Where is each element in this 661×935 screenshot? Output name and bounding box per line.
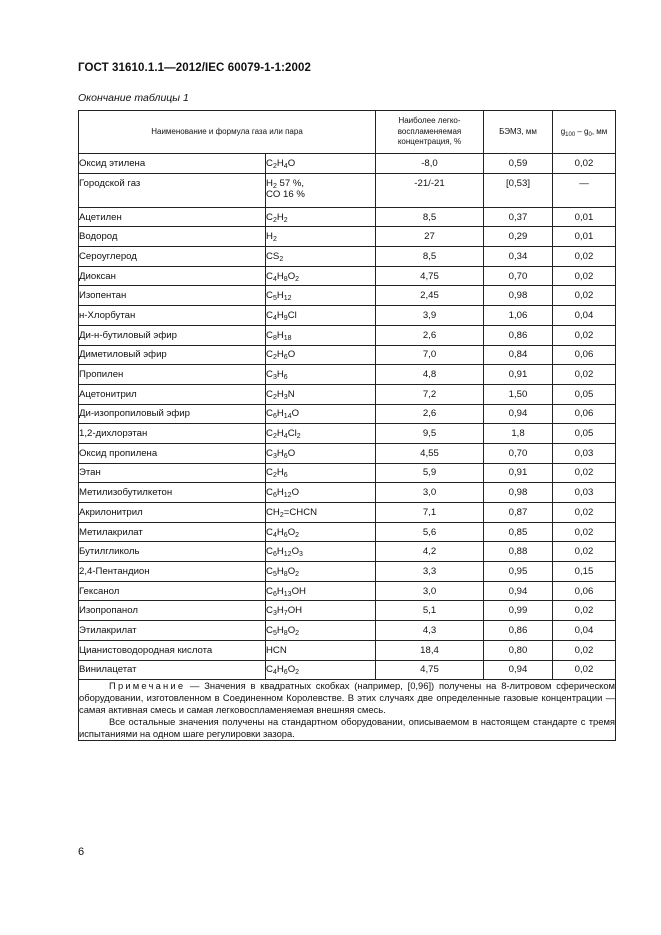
formula-part: H	[276, 526, 284, 538]
gap-difference-value: 0,02	[553, 154, 616, 174]
gap-difference-value: 0,01	[553, 227, 616, 247]
formula-part: OH	[287, 605, 303, 617]
gap-difference-value: 0,06	[553, 404, 616, 424]
formula-subscript: 6	[283, 354, 288, 362]
concentration-value: 4,75	[376, 266, 484, 286]
formula-part: H	[276, 369, 284, 381]
gas-formula	[266, 345, 376, 365]
gap-difference-value: 0,02	[553, 247, 616, 267]
formula-subscript: 6	[272, 413, 277, 421]
formula-part: O	[291, 408, 300, 420]
gas-formula	[266, 227, 376, 247]
gas-formula	[266, 640, 376, 660]
formula-part: C	[266, 369, 273, 381]
concentration-value: -21/-21	[376, 173, 484, 207]
bemz-value: 1,8	[484, 424, 553, 444]
formula-subscript: 2	[295, 629, 300, 637]
bemz-value: 0,88	[484, 542, 553, 562]
formula-part: O	[287, 664, 296, 676]
formula-subscript: 5	[272, 629, 277, 637]
formula-part: H	[276, 447, 284, 459]
formula-subscript: 8	[272, 334, 277, 342]
concentration-value: 8,5	[376, 207, 484, 227]
formula-part: H	[276, 428, 284, 440]
gap-difference-value: 0,02	[553, 522, 616, 542]
bemz-value: 0,98	[484, 483, 553, 503]
formula-part: H	[276, 467, 284, 479]
formula-part: O	[287, 565, 296, 577]
formula-part: H	[276, 388, 284, 400]
gas-formula	[266, 207, 376, 227]
bemz-value: 0,91	[484, 463, 553, 483]
gap-difference-value: 0,02	[553, 601, 616, 621]
formula-subscript: 13	[283, 590, 292, 598]
concentration-value: 5,9	[376, 463, 484, 483]
formula-subscript: 2	[279, 511, 284, 519]
formula-part: C	[266, 447, 273, 459]
bemz-value: 0,59	[484, 154, 553, 174]
gap-difference-value: 0,05	[553, 424, 616, 444]
concentration-value: 3,3	[376, 562, 484, 582]
concentration-value: 2,6	[376, 325, 484, 345]
note-text-2: Все остальные значения получены на стандартном оборудовании, описываемом в настоящем стандарте с тремя испытаниями на одном шаге регулировки зазора.	[79, 716, 615, 740]
concentration-value: 18,4	[376, 640, 484, 660]
table-row	[79, 384, 616, 404]
gas-formula	[266, 266, 376, 286]
bemz-value: 0,99	[484, 601, 553, 621]
formula-subscript: 2	[272, 393, 277, 401]
gap-difference-value: 0,02	[553, 365, 616, 385]
formula-part: C	[266, 565, 273, 577]
gas-formula	[266, 173, 376, 207]
formula-part: O	[287, 526, 296, 538]
formula-subscript: 12	[283, 295, 292, 303]
formula-subscript: 5	[272, 295, 277, 303]
gas-formula	[266, 286, 376, 306]
gas-formula	[266, 601, 376, 621]
formula-subscript: 2	[272, 433, 277, 441]
gap-difference-value: 0,06	[553, 345, 616, 365]
formula-subscript: 2	[272, 472, 277, 480]
gas-formula	[266, 503, 376, 523]
formula-subscript: 3	[272, 610, 277, 618]
gas-formula	[266, 562, 376, 582]
note-label: Примечание	[109, 680, 186, 692]
header-concentration: Наиболее легко-воспламеняемая концентрация, %	[376, 111, 484, 154]
concentration-value: 7,2	[376, 384, 484, 404]
gas-name: Сероуглерод	[79, 247, 266, 267]
document-header: ГОСТ 31610.1.1—2012/IEC 60079-1-1:2002	[78, 62, 311, 74]
formula-subscript: 6	[283, 472, 288, 480]
bemz-value: 0,86	[484, 621, 553, 641]
gas-formula	[266, 384, 376, 404]
formula-subscript: 8	[283, 275, 288, 283]
concentration-value: 4,55	[376, 443, 484, 463]
formula-subscript: 4	[272, 275, 277, 283]
bemz-value: 0,80	[484, 640, 553, 660]
formula-subscript: 4	[272, 669, 277, 677]
gas-name: Пропилен	[79, 365, 266, 385]
gap-difference-value: 0,04	[553, 621, 616, 641]
bemz-value: 1,50	[484, 384, 553, 404]
formula-part: C	[266, 624, 273, 636]
gas-formula	[266, 424, 376, 444]
bemz-value: 0,29	[484, 227, 553, 247]
formula-subscript: 3	[283, 393, 288, 401]
table-row	[79, 286, 616, 306]
formula-part: O	[287, 447, 296, 459]
bemz-value: 0,37	[484, 207, 553, 227]
gas-formula	[266, 542, 376, 562]
gas-formula	[266, 154, 376, 174]
gas-name: Водород	[79, 227, 266, 247]
formula-subscript: 2	[296, 433, 301, 441]
formula-part: C	[266, 546, 273, 558]
formula-subscript: 5	[272, 570, 277, 578]
gas-formula	[266, 463, 376, 483]
bemz-value: 0,94	[484, 581, 553, 601]
table-row	[79, 503, 616, 523]
formula-subscript: 2	[295, 531, 300, 539]
concentration-value: 5,1	[376, 601, 484, 621]
gas-name: 2,4-Пентандион	[79, 562, 266, 582]
formula-part: OH	[291, 585, 306, 597]
concentration-value: 27	[376, 227, 484, 247]
formula-part: C	[266, 526, 273, 538]
gas-name: Ди-изопропиловый эфир	[79, 404, 266, 424]
gap-difference-value: 0,03	[553, 483, 616, 503]
formula-part: C	[266, 309, 273, 321]
formula-part: H	[276, 211, 284, 223]
gas-formula	[266, 581, 376, 601]
formula-part: 57 %,	[276, 177, 305, 189]
gas-name: Изопентан	[79, 286, 266, 306]
gas-formula	[266, 621, 376, 641]
formula-part: H	[276, 270, 284, 282]
table-row	[79, 443, 616, 463]
bemz-value: 0,95	[484, 562, 553, 582]
bemz-value: 1,06	[484, 306, 553, 326]
gap-difference-value: 0,02	[553, 640, 616, 660]
gap-difference-value: 0,02	[553, 503, 616, 523]
table-row	[79, 522, 616, 542]
formula-part: C	[266, 290, 273, 302]
formula-part: C	[266, 329, 273, 341]
bemz-value: [0,53]	[484, 173, 553, 207]
concentration-value: 5,6	[376, 522, 484, 542]
gas-formula	[266, 306, 376, 326]
table-row	[79, 483, 616, 503]
concentration-value: 7,0	[376, 345, 484, 365]
formula-part: H	[276, 487, 284, 499]
bemz-value: 0,87	[484, 503, 553, 523]
formula-subscript: 3	[272, 374, 277, 382]
concentration-value: 8,5	[376, 247, 484, 267]
gas-name: Городской газ	[79, 173, 266, 207]
formula-subscript: 6	[272, 492, 277, 500]
formula-part: C	[266, 388, 273, 400]
formula-part: H	[276, 309, 284, 321]
gas-formula	[266, 404, 376, 424]
formula-part: Cl	[287, 309, 297, 321]
table-row	[79, 365, 616, 385]
gap-difference-value: 0,03	[553, 443, 616, 463]
formula-part: H	[276, 585, 284, 597]
table-row	[79, 660, 616, 680]
gas-formula	[266, 522, 376, 542]
table-row	[79, 581, 616, 601]
formula-subscript: 2	[272, 182, 277, 190]
table-row	[79, 227, 616, 247]
formula-part: C	[266, 270, 273, 282]
formula-part: C	[266, 487, 273, 499]
formula-part: CS	[266, 250, 280, 262]
formula-subscript: 2	[272, 216, 277, 224]
table-row	[79, 325, 616, 345]
table-row	[79, 621, 616, 641]
bemz-value: 0,84	[484, 345, 553, 365]
gas-name: Этан	[79, 463, 266, 483]
gas-name: Цианистоводородная кислота	[79, 640, 266, 660]
formula-part: C	[266, 211, 273, 223]
table-row	[79, 601, 616, 621]
table-row	[79, 463, 616, 483]
formula-subscript: 6	[283, 531, 288, 539]
gas-name: н-Хлорбутан	[79, 306, 266, 326]
gap-difference-value: 0,02	[553, 660, 616, 680]
formula-part: CH	[266, 506, 280, 518]
concentration-value: 4,2	[376, 542, 484, 562]
header-name-formula: Наименование и формула газа или пара	[79, 111, 376, 154]
formula-part: O	[287, 624, 296, 636]
table-row	[79, 306, 616, 326]
gap-difference-value: —	[553, 173, 616, 207]
bemz-value: 0,70	[484, 266, 553, 286]
formula-subscript: 6	[283, 669, 288, 677]
formula-part: H	[266, 231, 273, 243]
bemz-value: 0,91	[484, 365, 553, 385]
table-caption: Окончание таблицы 1	[78, 92, 189, 104]
formula-part: C	[266, 664, 273, 676]
formula-part: H	[276, 546, 284, 558]
gap-difference-value: 0,02	[553, 286, 616, 306]
formula-part: H	[276, 664, 284, 676]
gap-difference-value: 0,04	[553, 306, 616, 326]
formula-subscript: 3	[299, 551, 303, 559]
gap-difference-value: 0,02	[553, 463, 616, 483]
formula-part: H	[266, 177, 273, 189]
note-row	[79, 680, 616, 741]
formula-subscript: 4	[272, 314, 277, 322]
gap-difference-value: 0,02	[553, 325, 616, 345]
formula-part: C	[266, 349, 273, 361]
formula-part: H	[276, 329, 284, 341]
table-row	[79, 404, 616, 424]
gas-name: Оксид этилена	[79, 154, 266, 174]
gas-name: Изопропанол	[79, 601, 266, 621]
formula-part: O	[287, 270, 296, 282]
concentration-value: 2,6	[376, 404, 484, 424]
formula-subscript: 6	[283, 452, 288, 460]
bemz-value: 0,98	[484, 286, 553, 306]
table-row	[79, 424, 616, 444]
formula-part: H	[276, 624, 284, 636]
gas-name: Бутилгликоль	[79, 542, 266, 562]
table-row	[79, 173, 616, 207]
header-bemz: БЭМЗ, мм	[484, 111, 553, 154]
gap-difference-value: 0,05	[553, 384, 616, 404]
formula-subscript: 2	[272, 162, 277, 170]
gas-formula	[266, 325, 376, 345]
bemz-value: 0,94	[484, 404, 553, 424]
formula-part: C	[266, 157, 273, 169]
gas-table	[78, 110, 616, 741]
table-row	[79, 247, 616, 267]
gas-formula	[266, 443, 376, 463]
concentration-value: 9,5	[376, 424, 484, 444]
gas-name: Винилацетат	[79, 660, 266, 680]
gap-difference-value: 0,15	[553, 562, 616, 582]
formula-subscript: 2	[295, 669, 300, 677]
formula-subscript: 12	[283, 492, 292, 500]
formula-subscript: 12	[283, 551, 292, 559]
gap-difference-value: 0,02	[553, 266, 616, 286]
concentration-value: 4,3	[376, 621, 484, 641]
concentration-value: 3,9	[376, 306, 484, 326]
gas-name: Метилакрилат	[79, 522, 266, 542]
gas-formula	[266, 483, 376, 503]
formula-subscript: 2	[279, 255, 284, 263]
gas-name: Ацетилен	[79, 207, 266, 227]
formula-part: H	[276, 349, 284, 361]
table-row	[79, 542, 616, 562]
gap-difference-value: 0,02	[553, 542, 616, 562]
concentration-value: 3,0	[376, 483, 484, 503]
table-row	[79, 345, 616, 365]
bemz-value: 0,86	[484, 325, 553, 345]
gas-name: Ацетонитрил	[79, 384, 266, 404]
formula-part: O	[287, 157, 296, 169]
formula-subscript: 8	[283, 629, 288, 637]
gas-name: Ди-н-бутиловый эфир	[79, 325, 266, 345]
formula-part: CO 16 %	[266, 188, 305, 200]
table-row	[79, 154, 616, 174]
formula-part: H	[276, 565, 284, 577]
note-text: — Значения в квадратных скобках (например, [0,96]) получены на 8-литровом сферическом оборудовании, изготовленном в Соединенном Королевстве. В этих случаях две определенные газовые концентрации — самая активная смесь и самая легковоспламеняемая внешняя смесь.	[79, 680, 615, 716]
gas-name: 1,2-дихлорэтан	[79, 424, 266, 444]
formula-part: C	[266, 428, 273, 440]
formula-subscript: 6	[272, 590, 277, 598]
concentration-value: -8,0	[376, 154, 484, 174]
table-header-row	[79, 111, 616, 154]
formula-subscript: 4	[283, 433, 288, 441]
formula-part: C	[266, 605, 273, 617]
formula-subscript: 6	[272, 551, 277, 559]
gas-name: Оксид пропилена	[79, 443, 266, 463]
header-gap-difference: $g_{100} - g_0$, мм	[553, 111, 616, 154]
formula-subscript: 4	[272, 531, 277, 539]
formula-subscript: 8	[283, 570, 288, 578]
formula-subscript: 18	[283, 334, 292, 342]
gas-name: Гексанол	[79, 581, 266, 601]
concentration-value: 3,0	[376, 581, 484, 601]
formula-part: Cl	[287, 428, 297, 440]
bemz-value: 0,85	[484, 522, 553, 542]
gas-formula	[266, 660, 376, 680]
formula-part: O	[291, 487, 300, 499]
gap-difference-value: 0,06	[553, 581, 616, 601]
gas-name: Диоксан	[79, 266, 266, 286]
formula-subscript: 6	[283, 374, 288, 382]
table-row	[79, 266, 616, 286]
formula-subscript: 3	[272, 452, 277, 460]
formula-subscript: 2	[272, 354, 277, 362]
concentration-value: 4,75	[376, 660, 484, 680]
table-row	[79, 207, 616, 227]
formula-subscript: 2	[295, 570, 300, 578]
formula-part: O	[287, 349, 296, 361]
formula-part: C	[266, 408, 273, 420]
gas-name: Диметиловый эфир	[79, 345, 266, 365]
table-row	[79, 562, 616, 582]
gap-difference-value: 0,01	[553, 207, 616, 227]
gas-name: Акрилонитрил	[79, 503, 266, 523]
bemz-value: 0,70	[484, 443, 553, 463]
gas-formula	[266, 365, 376, 385]
gas-formula	[266, 247, 376, 267]
formula-subscript: 2	[272, 236, 277, 244]
concentration-value: 2,45	[376, 286, 484, 306]
formula-part: C	[266, 467, 273, 479]
formula-part: C	[266, 585, 273, 597]
formula-subscript: 9	[283, 314, 288, 322]
formula-part: N	[287, 388, 295, 400]
formula-part: =CHCN	[283, 506, 318, 518]
formula-part: H	[276, 157, 284, 169]
formula-part: H	[276, 408, 284, 420]
concentration-value: 7,1	[376, 503, 484, 523]
formula-part: H	[276, 605, 284, 617]
formula-subscript: 14	[283, 413, 292, 421]
formula-part: O	[291, 546, 300, 558]
bemz-value: 0,34	[484, 247, 553, 267]
formula-subscript: 7	[283, 610, 288, 618]
page-number: 6	[78, 846, 85, 858]
table-row	[79, 640, 616, 660]
bemz-value: 0,94	[484, 660, 553, 680]
concentration-value: 4,8	[376, 365, 484, 385]
formula-part: HCN	[266, 644, 287, 656]
formula-part: H	[276, 290, 284, 302]
formula-subscript: 4	[283, 162, 288, 170]
formula-subscript: 2	[295, 275, 300, 283]
formula-subscript: 2	[283, 216, 288, 224]
gas-name: Метилизобутилкетон	[79, 483, 266, 503]
table-note	[79, 680, 616, 741]
gas-name: Этилакрилат	[79, 621, 266, 641]
